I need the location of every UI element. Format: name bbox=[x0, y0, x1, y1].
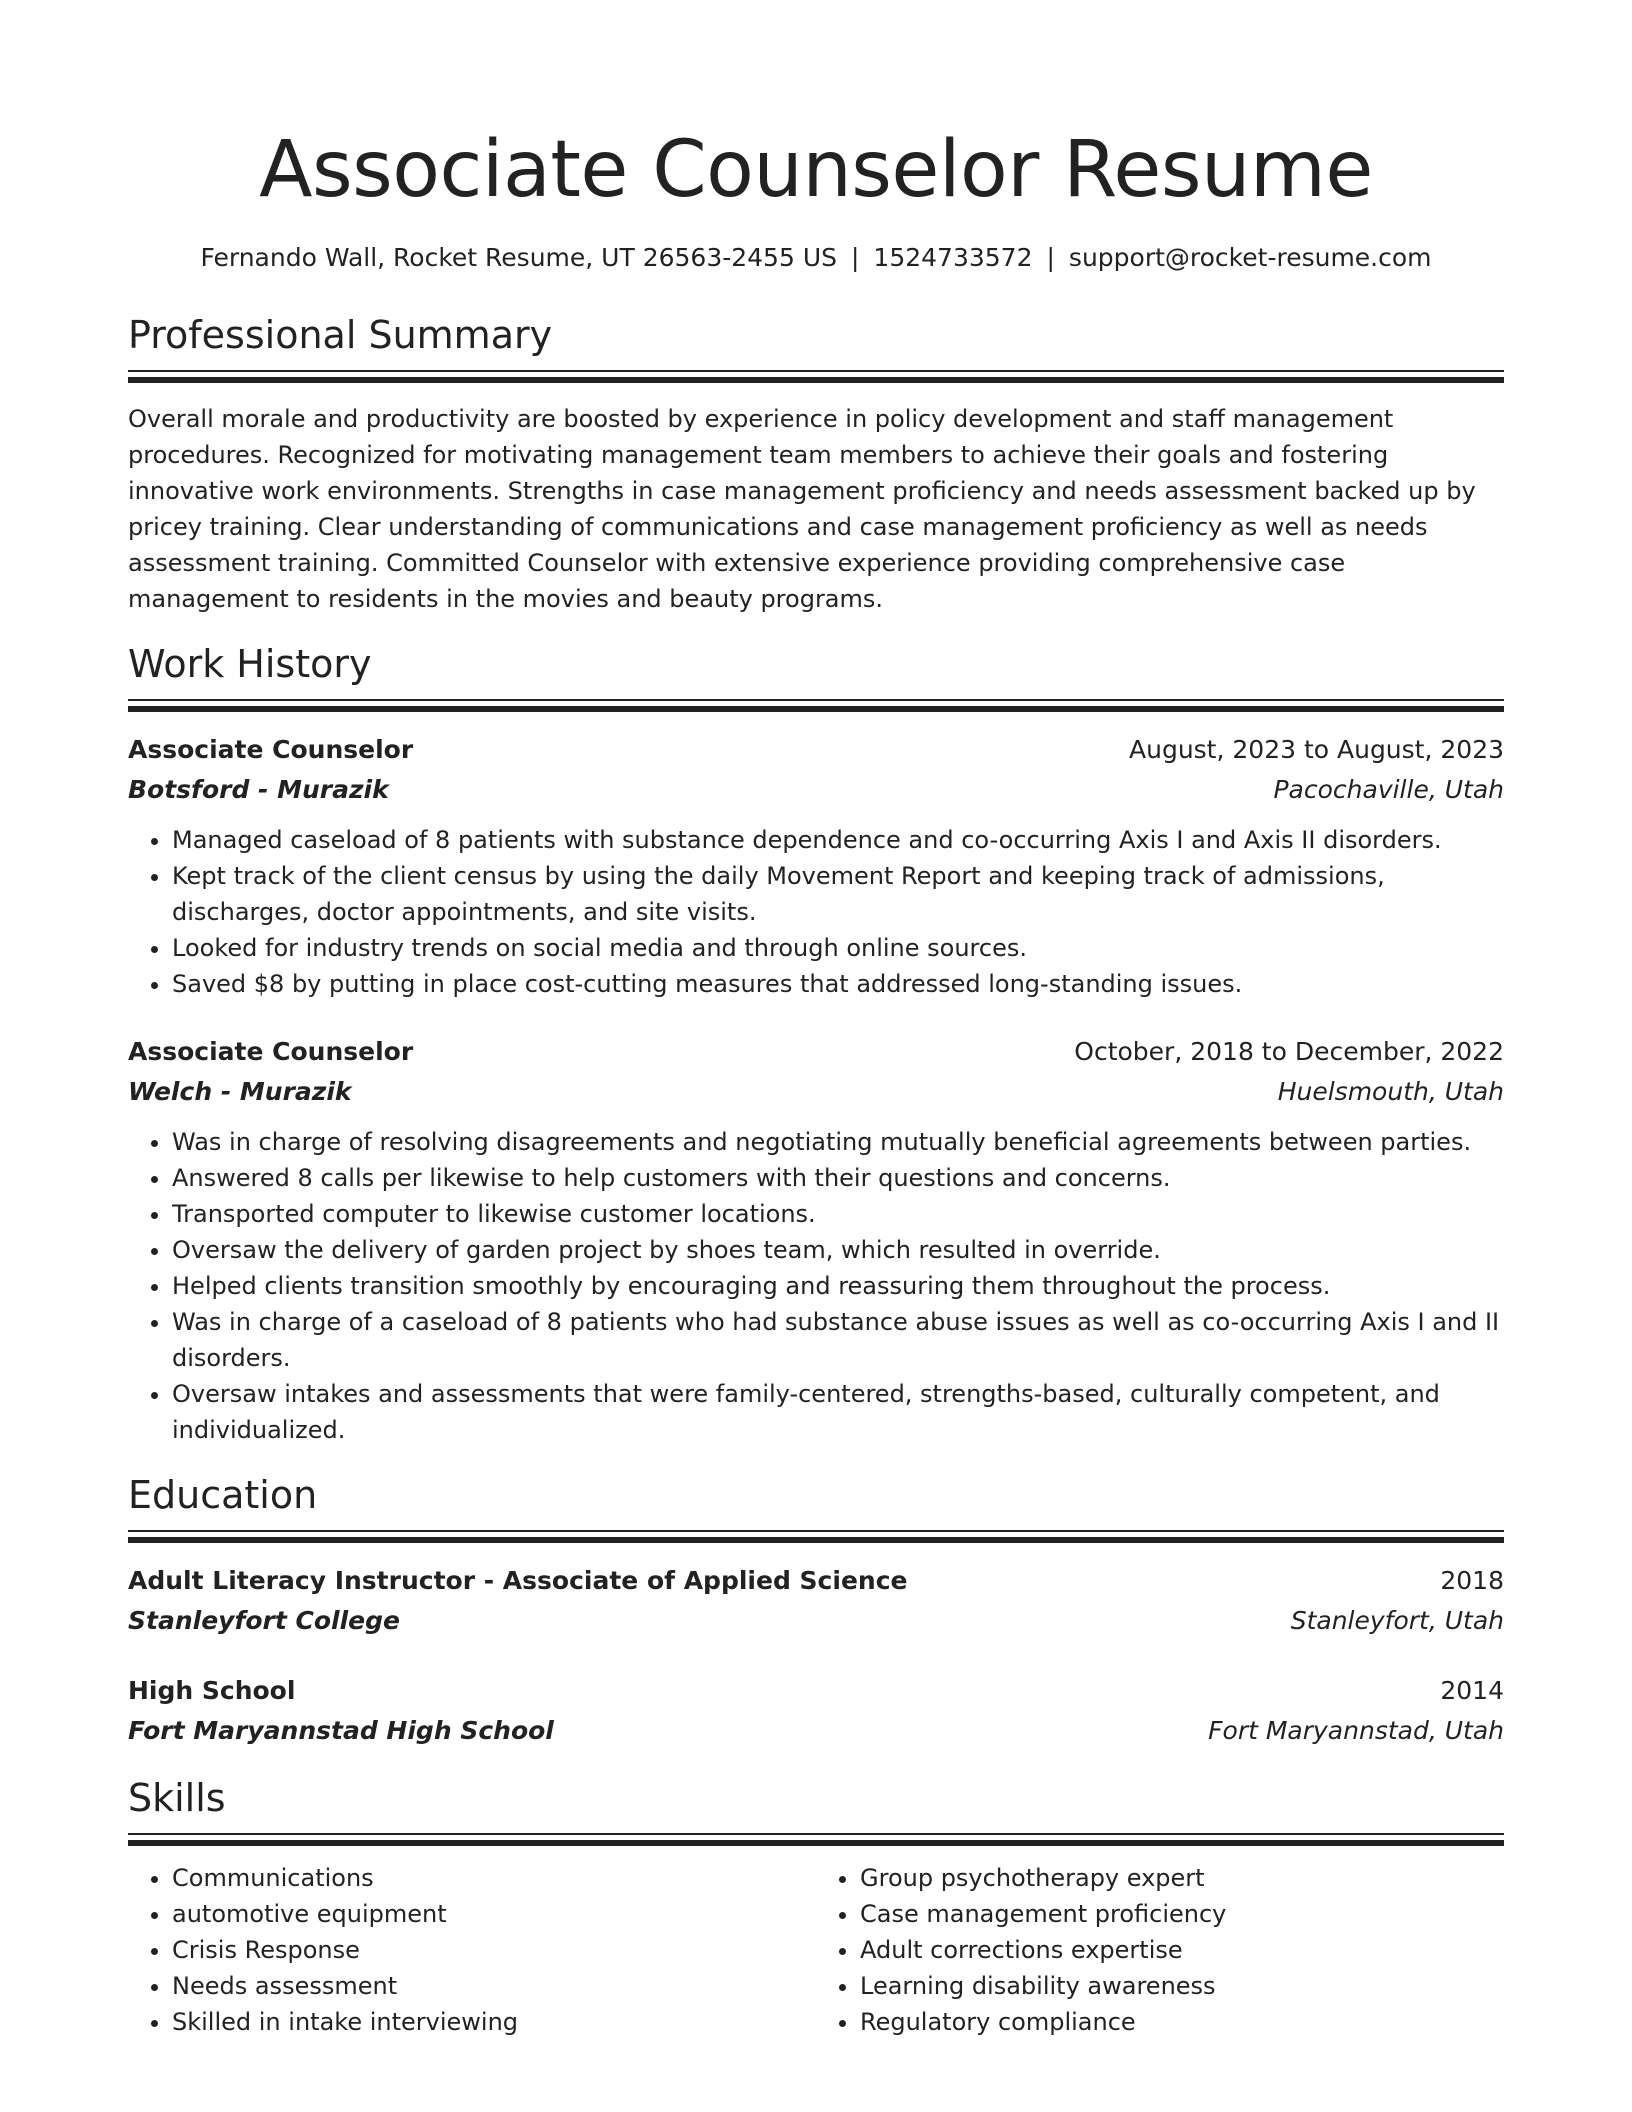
section-divider bbox=[128, 1833, 1504, 1846]
job-title: Associate Counselor bbox=[128, 1037, 414, 1066]
section-divider bbox=[128, 370, 1504, 383]
job-bullet: • Oversaw the delivery of garden project by shoes team, which resulted in override. bbox=[172, 1232, 1504, 1268]
job-bullet: • Kept track of the client census by using the daily Movement Report and keeping track of admissions, discharges, doctor appointments, and site visits. bbox=[172, 858, 1504, 930]
skill-item: • Learning disability awareness bbox=[860, 1968, 1504, 2004]
job-bullet: • Helped clients transition smoothly by encouraging and reassuring them throughout the process. bbox=[172, 1268, 1504, 1304]
education-year: 2014 bbox=[1440, 1676, 1504, 1705]
contact-email[interactable]: support@rocket-resume.com bbox=[1068, 243, 1432, 272]
skill-item: • Communications bbox=[172, 1860, 816, 1896]
education-location: Stanleyfort, Utah bbox=[1290, 1606, 1504, 1635]
job-header-row bbox=[128, 730, 1504, 770]
summary-section bbox=[128, 310, 1504, 617]
skill-item: • Crisis Response bbox=[172, 1932, 816, 1968]
job-bullets bbox=[128, 1124, 1504, 1448]
job-entry bbox=[128, 730, 1504, 1002]
section-divider bbox=[128, 1530, 1504, 1543]
skills-heading: Skills bbox=[128, 1776, 226, 1820]
job-entry bbox=[128, 1032, 1504, 1448]
contact-separator: | bbox=[1046, 243, 1055, 272]
job-bullet: • Transported computer to likewise customer locations. bbox=[172, 1196, 1504, 1232]
job-company: Welch - Murazik bbox=[128, 1077, 352, 1106]
summary-text: Overall morale and productivity are boosted by experience in policy development and staff management procedures. Recognized for motivating management team members to achieve their goals and fostering innovative work environments. Strengths in case management proficiency and needs assessment backed up by pricey training. Clear understanding of communications and case management proficiency as well as needs assessment training. Committed Counselor with extensive experience providing comprehensive case management to residents in the movies and beauty programs. bbox=[128, 405, 1476, 613]
job-bullet: • Was in charge of a caseload of 8 patients who had substance abuse issues as well as co-occurring Axis I and II disorders. bbox=[172, 1304, 1504, 1376]
education-location: Fort Maryannstad, Utah bbox=[1208, 1716, 1504, 1745]
job-dates: October, 2018 to December, 2022 bbox=[1074, 1037, 1504, 1066]
job-bullet: • Saved $8 by putting in place cost-cutting measures that addressed long-standing issues. bbox=[172, 966, 1504, 1002]
education-header-row bbox=[128, 1671, 1504, 1711]
contact-address: Fernando Wall, Rocket Resume, UT 26563-2455 US bbox=[200, 243, 837, 272]
section-divider bbox=[128, 699, 1504, 712]
job-location: Pacochaville, Utah bbox=[1273, 775, 1504, 804]
education-school-row bbox=[128, 1601, 1504, 1641]
education-entry bbox=[128, 1561, 1504, 1641]
contact-separator: | bbox=[850, 243, 860, 272]
skills-columns bbox=[128, 1860, 1504, 2040]
contact-line bbox=[128, 240, 1504, 276]
job-location: Huelsmouth, Utah bbox=[1277, 1077, 1504, 1106]
education-school-row bbox=[128, 1711, 1504, 1751]
education-heading: Education bbox=[128, 1473, 318, 1517]
education-header-row bbox=[128, 1561, 1504, 1601]
education-degree: High School bbox=[128, 1676, 296, 1705]
skill-item: • Adult corrections expertise bbox=[860, 1932, 1504, 1968]
skill-item: • Case management proficiency bbox=[860, 1896, 1504, 1932]
skill-item: • Skilled in intake interviewing bbox=[172, 2004, 816, 2040]
job-dates: August, 2023 to August, 2023 bbox=[1129, 735, 1504, 764]
skill-item: • automotive equipment bbox=[172, 1896, 816, 1932]
skill-item: • Needs assessment bbox=[172, 1968, 816, 2004]
job-header-row bbox=[128, 1032, 1504, 1072]
job-company: Botsford - Murazik bbox=[128, 775, 389, 804]
job-bullet: • Managed caseload of 8 patients with substance dependence and co-occurring Axis I and Axis II disorders. bbox=[172, 822, 1504, 858]
skill-item: • Regulatory compliance bbox=[860, 2004, 1504, 2040]
education-degree: Adult Literacy Instructor - Associate of Applied Science bbox=[128, 1566, 908, 1595]
skills-list-left bbox=[128, 1860, 816, 2040]
job-company-row bbox=[128, 1072, 1504, 1112]
education-entry bbox=[128, 1671, 1504, 1751]
skills-list-right bbox=[816, 1860, 1504, 2040]
education-school: Fort Maryannstad High School bbox=[128, 1716, 554, 1745]
job-bullet: • Answered 8 calls per likewise to help customers with their questions and concerns. bbox=[172, 1160, 1504, 1196]
resume-page bbox=[128, 0, 1504, 2040]
job-title: Associate Counselor bbox=[128, 735, 414, 764]
skill-item: • Group psychotherapy expert bbox=[860, 1860, 1504, 1896]
education-school: Stanleyfort College bbox=[128, 1606, 400, 1635]
job-company-row bbox=[128, 770, 1504, 810]
job-bullets bbox=[128, 822, 1504, 1002]
contact-phone: 1524733572 bbox=[873, 243, 1033, 272]
resume-title: Associate Counselor Resume bbox=[259, 125, 1373, 215]
job-bullet: • Looked for industry trends on social media and through online sources. bbox=[172, 930, 1504, 966]
education-section bbox=[128, 1470, 1504, 1751]
summary-heading: Professional Summary bbox=[128, 313, 553, 357]
skills-section bbox=[128, 1773, 1504, 2040]
work-history-section bbox=[128, 639, 1504, 1448]
job-bullet: • Was in charge of resolving disagreements and negotiating mutually beneficial agreements between parties. bbox=[172, 1124, 1504, 1160]
job-bullet: • Oversaw intakes and assessments that were family-centered, strengths-based, culturally competent, and individualized. bbox=[172, 1376, 1504, 1448]
education-year: 2018 bbox=[1440, 1566, 1504, 1595]
work-history-heading: Work History bbox=[128, 642, 372, 686]
